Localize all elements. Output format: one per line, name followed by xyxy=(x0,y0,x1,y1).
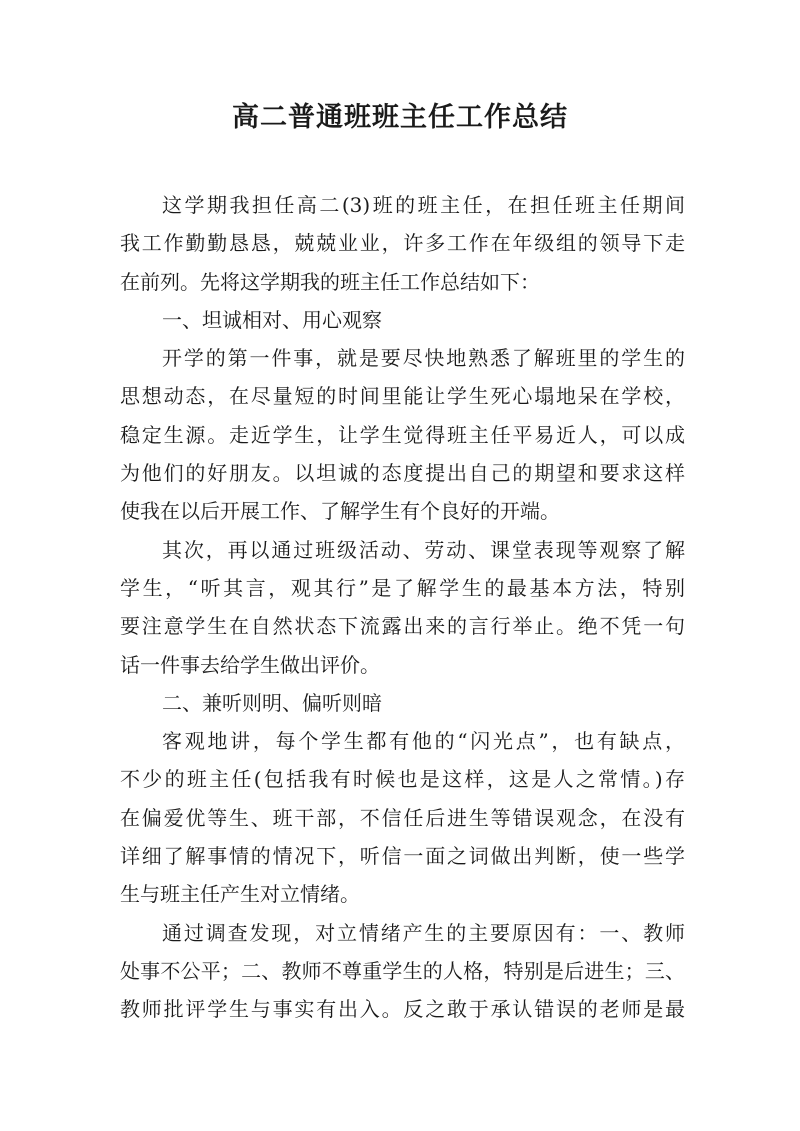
body-line: 教师批评学生与事实有出入。反之敢于承认错误的老师是最 xyxy=(120,997,685,1022)
body-line: 通过调查发现，对立情绪产生的主要原因有：一、教师 xyxy=(162,920,685,945)
document-body xyxy=(120,186,685,1029)
body-line: 在前列。先将这学期我的班主任工作总结如下： xyxy=(120,269,540,294)
body-line: 使我在以后开展工作、了解学生有个良好的开端。 xyxy=(120,499,560,524)
body-line: 稳定生源。走近学生，让学生觉得班主任平易近人，可以成 xyxy=(120,422,685,447)
body-line: 二、兼听则明、偏听则暗 xyxy=(162,690,382,715)
body-line: 学生，“听其言，观其行”是了解学生的最基本方法，特别 xyxy=(120,575,685,600)
body-line: 开学的第一件事，就是要尽快地熟悉了解班里的学生的 xyxy=(162,346,685,371)
body-line: 详细了解事情的情况下，听信一面之词做出判断，使一些学 xyxy=(120,844,685,869)
body-line: 要注意学生在自然状态下流露出来的言行举止。绝不凭一句 xyxy=(120,614,685,639)
body-line: 生与班主任产生对立情绪。 xyxy=(120,882,360,907)
body-line: 其次，再以通过班级活动、劳动、课堂表现等观察了解 xyxy=(162,537,685,562)
body-line: 一、坦诚相对、用心观察 xyxy=(162,307,382,332)
body-line: 客观地讲，每个学生都有他的“闪光点”，也有缺点， xyxy=(162,729,685,754)
body-line: 这学期我担任高二(3)班的班主任，在担任班主任期间 xyxy=(162,193,685,217)
body-line: 在偏爱优等生、班干部，不信任后进生等错误观念，在没有 xyxy=(120,805,685,830)
body-line: 我工作勤勤恳恳，兢兢业业，许多工作在年级组的领导下走 xyxy=(120,231,685,256)
document-title: 高二普通班班主任工作总结 xyxy=(232,102,568,133)
body-line: 话一件事去给学生做出评价。 xyxy=(120,652,380,677)
body-line: 处事不公平；二、教师不尊重学生的人格，特别是后进生；三、 xyxy=(120,958,685,983)
body-line: 思想动态，在尽量短的时间里能让学生死心塌地呆在学校， xyxy=(120,384,685,409)
body-line: 为他们的好朋友。以坦诚的态度提出自己的期望和要求这样 xyxy=(120,461,685,486)
body-line: 不少的班主任(包括我有时候也是这样，这是人之常情。)存 xyxy=(120,767,685,792)
